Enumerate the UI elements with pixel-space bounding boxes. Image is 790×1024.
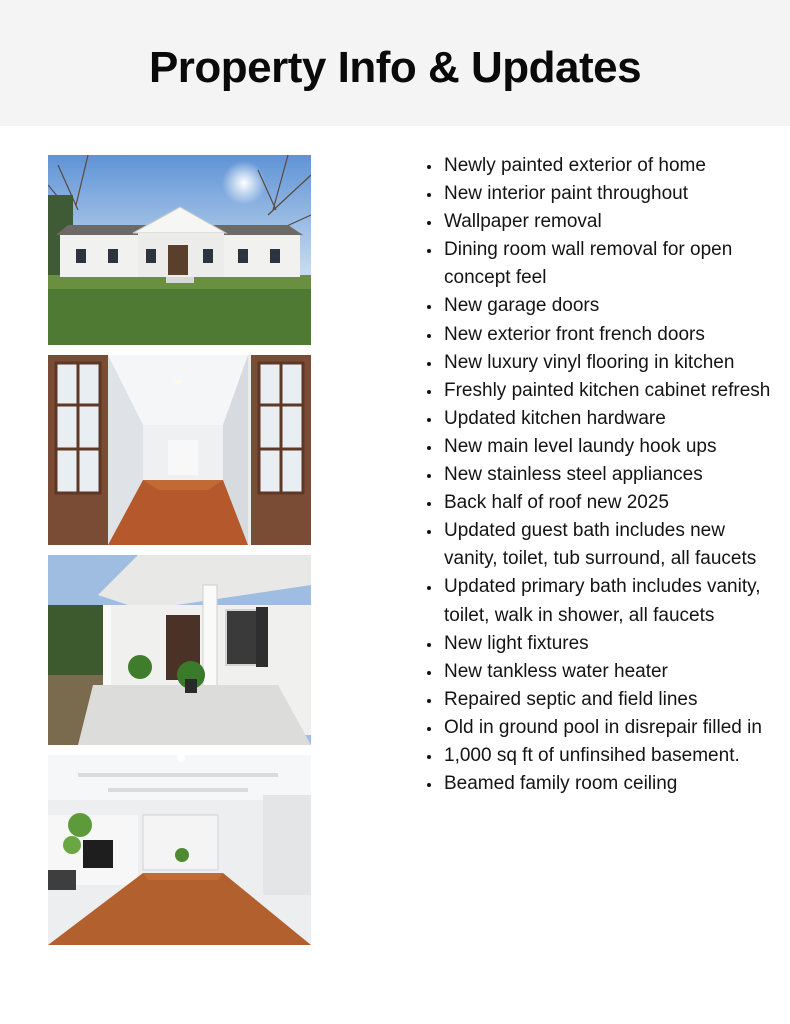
feature-item: • Beamed family room ceiling [442,770,782,798]
feature-item: • Freshly painted kitchen cabinet refresh [442,377,782,405]
exterior-front-photo [48,155,311,345]
feature-item: • Repaired septic and field lines [442,686,782,714]
feature-item: • New luxury vinyl flooring in kitchen [442,349,782,377]
property-updates-list [420,152,782,798]
feature-item: • New main level laundy hook ups [442,433,782,461]
family-room-photo [48,755,311,945]
feature-item: • Back half of roof new 2025 [442,489,782,517]
feature-item: • New stainless steel appliances [442,461,782,489]
feature-item: • Newly painted exterior of home [442,152,782,180]
feature-item: • Old in ground pool in disrepair filled in [442,714,782,742]
feature-item: • Updated kitchen hardware [442,405,782,433]
feature-item: • Wallpaper removal [442,208,782,236]
page-header [0,0,790,126]
feature-item: • Updated primary bath includes vanity, toilet, walk in shower, all faucets [442,573,782,629]
feature-item: • New interior paint throughout [442,180,782,208]
feature-item: • 1,000 sq ft of unfinsihed basement. [442,742,782,770]
feature-item: • New tankless water heater [442,658,782,686]
entry-foyer-photo [48,355,311,545]
front-porch-photo [48,555,311,745]
feature-item: • Dining room wall removal for open concept feel [442,236,782,292]
page-title: Property Info & Updates [148,43,642,92]
feature-item: • New exterior front french doors [442,321,782,349]
feature-item: • New garage doors [442,292,782,320]
feature-item: • New light fixtures [442,630,782,658]
feature-item: • Updated guest bath includes new vanity, toilet, tub surround, all faucets [442,517,782,573]
